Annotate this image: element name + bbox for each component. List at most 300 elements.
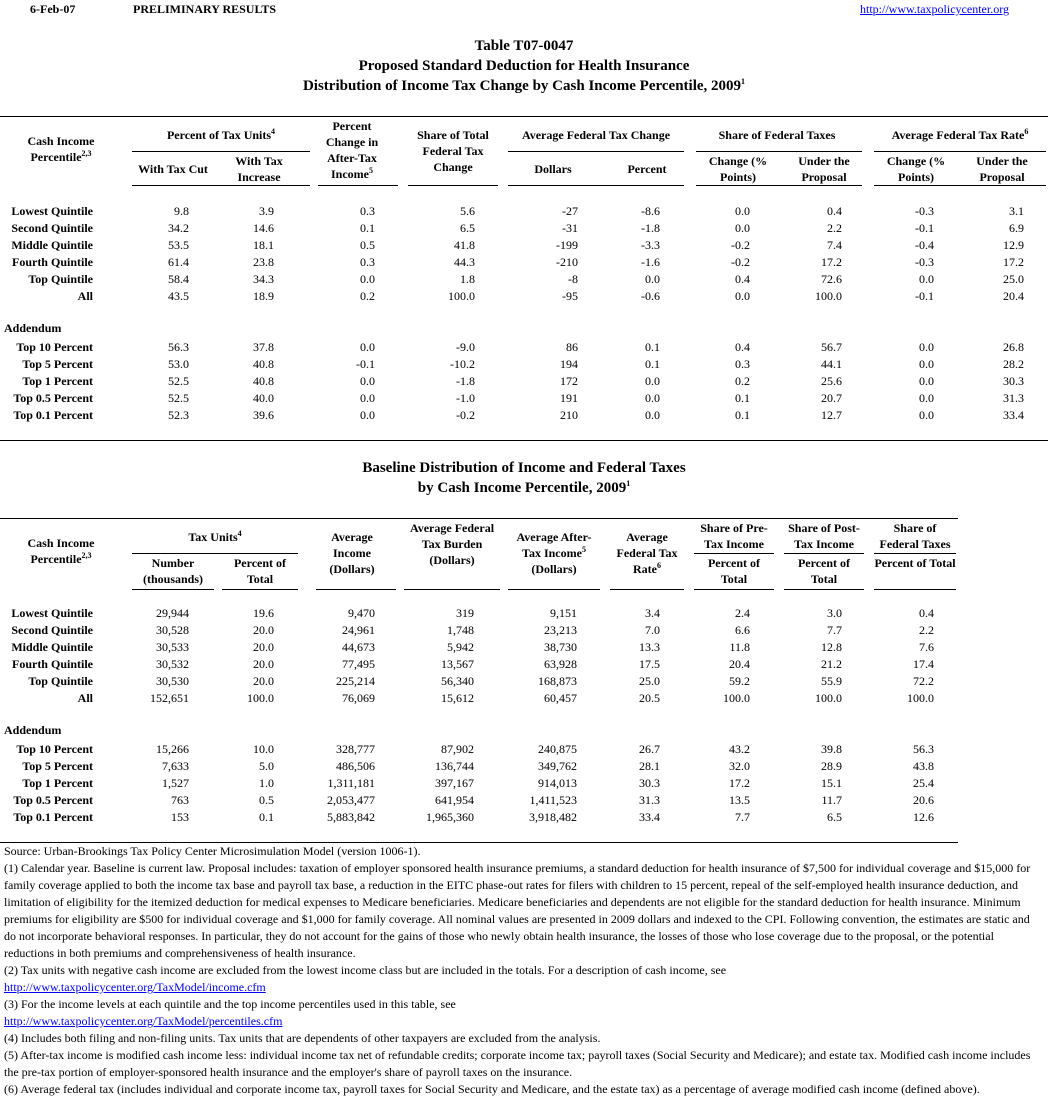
table-cell: 44,673 [342,640,375,654]
table-cell: 40.8 [253,374,274,388]
table-cell: 43.8 [913,759,934,773]
table-cell: 15,266 [156,742,189,756]
table-cell: 0.4 [919,606,934,620]
table-cell: 14.6 [253,221,274,235]
table-cell: -8.6 [641,204,660,218]
table-cell: 7.7 [827,623,842,637]
t1-header-rule [408,185,498,186]
table-cell: 7,633 [162,759,189,773]
table-cell: 0.0 [919,391,934,405]
table-cell: 0.0 [645,391,660,405]
table-cell: 30.3 [639,776,660,790]
table-cell: 25.0 [639,674,660,688]
t1-header-share-total-change: Share of Total Federal Tax Change [417,128,489,174]
table-cell: 763 [171,793,189,807]
table-cell: 32.0 [729,759,750,773]
table-cell: 56,340 [441,674,474,688]
table-cell: 52.3 [168,408,189,422]
table-cell: 53.5 [168,238,189,252]
row-label: Top 5 Percent [22,357,93,371]
t1-header-with-tax-cut: With Tax Cut [138,162,208,176]
table-cell: -0.2 [731,255,750,269]
table2-title: Baseline Distribution of Income and Federal Taxes [362,460,686,476]
row-label: Top 0.5 Percent [13,793,93,807]
table-cell: 7.6 [919,640,934,654]
table-cell: 1.0 [259,776,274,790]
t1-header-rate-under-proposal: Under the Proposal [976,154,1028,184]
table-cell: -27 [562,204,578,218]
table-cell: 0.0 [645,272,660,286]
table-cell: 17.2 [821,255,842,269]
row-label: All [77,289,93,303]
table-cell: 72.2 [913,674,934,688]
table-cell: 41.8 [454,238,475,252]
table-cell: -31 [562,221,578,235]
table-cell: 5,942 [447,640,474,654]
table-cell: 19.6 [253,606,274,620]
t2-header-rule [784,589,864,590]
table-cell: 0.2 [360,289,375,303]
source-note: Source: Urban-Brookings Tax Policy Center Microsimulation Model (version 1006-1). [4,844,421,858]
table-cell: 20.0 [253,657,274,671]
row-label: Fourth Quintile [11,255,93,269]
table-cell: 6.9 [1009,221,1024,235]
table-cell: 100.0 [448,289,475,303]
addendum-label: Addendum [4,321,62,335]
table-cell: 641,954 [435,793,474,807]
table-cell: 0.1 [735,391,750,405]
row-label: Top Quintile [28,674,93,688]
table-cell: -1.0 [456,391,475,405]
table-cell: 0.0 [735,221,750,235]
table-cell: 17.2 [1003,255,1024,269]
table-cell: 21.2 [821,657,842,671]
table1-bottom-rule [0,440,1048,441]
table-cell: 0.5 [259,793,274,807]
table-cell: 38,730 [544,640,577,654]
table-cell: 349,762 [538,759,577,773]
table-cell: 24,961 [342,623,375,637]
table-cell: 210 [560,408,578,422]
t1-header-rule [696,185,862,186]
table-cell: 152,651 [150,691,189,705]
table-cell: 34.3 [253,272,274,286]
percentiles-link[interactable]: http://www.taxpolicycenter.org/TaxModel/percentiles.cfm [4,1014,283,1028]
table-cell: 0.1 [645,357,660,371]
table-cell: 0.0 [919,374,934,388]
table-cell: 12.6 [913,810,934,824]
table-cell: 25.4 [913,776,934,790]
t2-subrule [694,553,774,554]
table-cell: 0.0 [645,408,660,422]
table-cell: 100.0 [247,691,274,705]
table-cell: 3.9 [259,204,274,218]
table-cell: 1,311,181 [327,776,375,790]
table-cell: 0.1 [259,810,274,824]
table-cell: -0.1 [356,357,375,371]
table-cell: 0.0 [645,374,660,388]
table-cell: 191 [560,391,578,405]
footnote-4: (4) Includes both filing and non-filing units. Tax units that are dependents of other taxpayers are excluded from the analysis. [4,1031,601,1045]
table-cell: 0.3 [360,204,375,218]
table-cell: 486,506 [336,759,375,773]
table2-subtitle: by Cash Income Percentile, 2009$^1$ [417,479,631,496]
table-cell: 0.1 [645,340,660,354]
table-cell: 3.1 [1009,204,1024,218]
row-label: Top 10 Percent [16,742,93,756]
table-cell: 52.5 [168,374,189,388]
row-label: Middle Quintile [11,238,93,252]
t2-header-cash-income: Cash Income Percentile$^{2,3}$ [27,536,95,566]
table-cell: 43.2 [729,742,750,756]
row-label: Second Quintile [11,623,93,637]
t2-header-avg-fed-rate: Average Federal Tax Rate$^6$ [616,530,678,576]
table-cell: 240,875 [538,742,577,756]
table-cell: 56.3 [913,742,934,756]
table-cell: -3.3 [641,238,660,252]
table-cell: -9.0 [456,340,475,354]
table1-subtitle: Distribution of Income Tax Change by Cash Income Percentile, 2009$^1$ [302,77,746,94]
row-label: Top 0.1 Percent [13,408,93,422]
row-label: Second Quintile [11,221,93,235]
report-status: PRELIMINARY RESULTS [133,2,277,16]
table-cell: 12.9 [1003,238,1024,252]
t1-header-cash-income: Cash Income Percentile$^{2,3}$ [27,134,95,164]
table-cell: 28.9 [821,759,842,773]
table-cell: 20.4 [1003,289,1024,303]
table-cell: 20.6 [913,793,934,807]
t1-header-avg-fed-tax-rate: Average Federal Tax Rate$^6$ [891,127,1029,142]
table-cell: 2.2 [827,221,842,235]
table-cell: -0.4 [915,238,934,252]
table-cell: -0.1 [915,289,934,303]
addendum-label: Addendum [4,723,62,737]
table-cell: 26.8 [1003,340,1024,354]
table-cell: 43.5 [168,289,189,303]
table-cell: 76,069 [342,691,375,705]
t1-header-pct-tax-units: Percent of Tax Units$^4$ [166,127,276,142]
t2-header-rule [132,589,214,590]
table-cell: 13,567 [441,657,474,671]
table-cell: 136,744 [435,759,474,773]
row-label: Top Quintile [28,272,93,286]
table-cell: 9.8 [174,204,189,218]
table-cell: 63,928 [544,657,577,671]
table-cell: 100.0 [815,691,842,705]
table-cell: -0.3 [915,204,934,218]
table-cell: -0.2 [456,408,475,422]
table-cell: 6.6 [735,623,750,637]
footnote-2: (2) Tax units with negative cash income are excluded from the lowest income class but are included in the totals. For a description of cash income, see [4,963,727,977]
t1-header-dollars: Dollars [534,162,572,176]
t1-header-change-pct-points: Change (% Points) [708,154,768,184]
table-cell: 26.7 [639,742,660,756]
table-cell: 12.7 [821,408,842,422]
table-cell: 15.1 [821,776,842,790]
table-cell: 39.6 [253,408,274,422]
table-cell: 55.9 [821,674,842,688]
table-cell: -1.8 [641,221,660,235]
table-cell: 0.2 [735,374,750,388]
income-link[interactable]: http://www.taxpolicycenter.org/TaxModel/income.cfm [4,980,266,994]
table-cell: 194 [560,357,578,371]
table1-title: Proposed Standard Deduction for Health Insurance [358,58,690,74]
t2-header-tax-units: Tax Units$^4$ [188,529,242,544]
t1-header-avg-fed-tax-change: Average Federal Tax Change [521,128,671,142]
table-cell: 39.8 [821,742,842,756]
footnote-1: (1) Calendar year. Baseline is current law. Proposal includes: taxation of employer sponsored health insurance premiums, a standard deduction for health insurance of $7,500 for individual coverage and $15,000 for family coverage applied to both the income tax base and payroll tax base, a reduction in the EITC phase-out rates for filers with children to 15 percent, repeal of the self-employed health insurance deduction, and limitation of eligibility for the itemized deduction for medical expenses to Medicare beneficiaries. Medicare beneficiaries and dependents are not eligible for the standard deduction for health insurance. Minimum premiums for eligibility are $500 for individual coverage and $1,000 for family coverage. All nominal values are presented in 2009 dollars and indexed to the CPI. Following convention, the estimates are static and do not incorporate behavioral responses. In particular, they do not account for the gains of those who newly obtain health insurance, the losses of those who lose coverage due to the proposal, or the potential reductions in both premiums and comprehensiveness of health insurance. [4,861,1031,960]
row-label: Lowest Quintile [11,204,93,218]
table-cell: 29,944 [156,606,189,620]
table-cell: -1.8 [456,374,475,388]
table-cell: 59.2 [729,674,750,688]
table-cell: -199 [556,238,578,252]
table-cell: 56.7 [821,340,842,354]
table-cell: 23.8 [253,255,274,269]
t2-header-rule [610,589,684,590]
table-cell: 11.8 [729,640,750,654]
table-cell: 0.3 [360,255,375,269]
table-cell: 0.0 [360,374,375,388]
table-cell: 3.4 [645,606,660,620]
t2-header-avg-after-tax: Average After-Tax Income$^5$ (Dollars) [516,530,592,576]
table-cell: 10.0 [253,742,274,756]
t2-subrule [874,553,956,554]
table-cell: 31.3 [639,793,660,807]
row-label: Top 10 Percent [16,340,93,354]
row-label: Top 1 Percent [22,374,93,388]
table-cell: 20.4 [729,657,750,671]
table-cell: 30,532 [156,657,189,671]
table-cell: 319 [456,606,474,620]
t2-header-rule [694,589,774,590]
table-cell: 30,530 [156,674,189,688]
table-cell: 25.0 [1003,272,1024,286]
table-cell: 87,902 [441,742,474,756]
footnote-6: (6) Average federal tax (includes individual and corporate income tax, payroll taxes for Social Security and Medicare, and the estate tax) as a percentage of average modified cash income (defined above). [4,1082,980,1096]
table-cell: -1.6 [641,255,660,269]
t1-header-pct-change-after-tax: Percent Change in After-Tax Income$^5$ [325,119,379,181]
table-cell: 0.1 [735,408,750,422]
table-cell: -0.2 [731,238,750,252]
table-cell: 30.3 [1003,374,1024,388]
row-label: Top 0.5 Percent [13,391,93,405]
row-label: Middle Quintile [11,640,93,654]
t2-subrule [784,553,864,554]
row-label: Top 5 Percent [22,759,93,773]
footnote-3: (3) For the income levels at each quintile and the top income percentiles used in this table, see [4,997,456,1011]
table1-title-id: Table T07-0047 [474,38,574,54]
table-cell: 7.4 [827,238,842,252]
t2-header-pretax-pct: Percent of Total [707,556,761,586]
row-label: Lowest Quintile [11,606,93,620]
t1-header-share-fed-taxes: Share of Federal Taxes [718,128,836,142]
t2-header-avg-income: Average Income (Dollars) [329,530,375,576]
table-cell: 397,167 [435,776,474,790]
table-cell: 23,213 [544,623,577,637]
table-cell: 77,495 [342,657,375,671]
table-cell: 6.5 [827,810,842,824]
table-cell: 5.0 [259,759,274,773]
table-cell: 0.0 [919,340,934,354]
table-cell: 1,527 [162,776,189,790]
table-cell: 30,533 [156,640,189,654]
t2-header-share-fed: Share of Federal Taxes [879,521,951,551]
footnotes [4,843,1040,1098]
table-cell: 172 [560,374,578,388]
table-cell: 56.3 [168,340,189,354]
table-cell: -0.6 [641,289,660,303]
table-cell: 9,470 [348,606,375,620]
t2-header-share-posttax: Share of Post-Tax Income [788,521,860,551]
table1-top-rule [0,116,1048,117]
t1-header-rule [132,185,310,186]
table-cell: 328,777 [336,742,375,756]
t2-header-rule [508,589,600,590]
t1-subrule [508,151,684,152]
table-cell: 5,883,842 [327,810,375,824]
table-cell: 0.1 [360,221,375,235]
t2-header-rule [404,589,500,590]
t1-header-rule [318,185,398,186]
row-label: All [77,691,93,705]
table-cell: 2.4 [735,606,750,620]
t2-header-number: Number (thousands) [142,556,204,586]
table-cell: 0.0 [919,408,934,422]
table-cell: 153 [171,810,189,824]
table-cell: 100.0 [723,691,750,705]
table-cell: 0.4 [827,204,842,218]
table-cell: 20.0 [253,623,274,637]
table-cell: 1,411,523 [529,793,577,807]
t1-header-rule [874,185,1046,186]
table-cell: 18.9 [253,289,274,303]
t2-subrule [132,553,298,554]
table-cell: 72.6 [821,272,842,286]
table-cell: 20.0 [253,674,274,688]
table-cell: 2.2 [919,623,934,637]
table-cell: 0.0 [735,289,750,303]
table-cell: 33.4 [639,810,660,824]
footnote-5: (5) After-tax income is modified cash income less: individual income tax net of refundable credits; corporate income tax; payroll taxes (Social Security and Medicare); and estate tax. Modified cash income includes the pre-tax portion of employer-sponsored health insurance and the employer's share of payroll taxes on the insurance. [4,1048,1031,1079]
table2-top-rule [0,518,958,519]
table-cell: 0.0 [919,357,934,371]
table-cell: 53.0 [168,357,189,371]
table-cell: 12.8 [821,640,842,654]
table-cell: 28.1 [639,759,660,773]
table-cell: -10.2 [450,357,475,371]
row-label: Fourth Quintile [11,657,93,671]
t2-header-pct-total: Percent of Total [233,556,287,586]
table-cell: 3.0 [827,606,842,620]
t1-subrule [696,151,862,152]
table-cell: 7.0 [645,623,660,637]
table-cell: 15,612 [441,691,474,705]
table-cell: 58.4 [168,272,189,286]
table-cell: 0.0 [360,408,375,422]
table-cell: 0.3 [735,357,750,371]
table-cell: 31.3 [1003,391,1024,405]
table-cell: 3,918,482 [529,810,577,824]
table-cell: 40.0 [253,391,274,405]
table-cell: 0.0 [360,272,375,286]
t2-header-rule [874,589,956,590]
table-cell: 86 [566,340,578,354]
t1-subrule [132,151,310,152]
table-cell: 0.4 [735,272,750,286]
table-cell: 0.0 [919,272,934,286]
t2-header-rule [222,589,298,590]
table-cell: 52.5 [168,391,189,405]
table-cell: 13.5 [729,793,750,807]
table-cell: 37.8 [253,340,274,354]
table-cell: 1,748 [447,623,474,637]
t1-header-rate-change-pct-points: Change (% Points) [886,154,946,184]
table-cell: 20.5 [639,691,660,705]
table-cell: 13.3 [639,640,660,654]
table-cell: 61.4 [168,255,189,269]
table-cell: 0.0 [735,204,750,218]
t1-header-rule [508,185,684,186]
table-cell: 0.5 [360,238,375,252]
table-cell: 60,457 [544,691,577,705]
table-cell: 7.7 [735,810,750,824]
t1-header-under-proposal: Under the Proposal [798,154,850,184]
table-cell: 0.0 [360,340,375,354]
table-cell: -0.1 [915,221,934,235]
t1-header-percent: Percent [627,162,667,176]
row-label: Top 1 Percent [22,776,93,790]
table-cell: -0.3 [915,255,934,269]
table-cell: 1.8 [460,272,475,286]
table-cell: 9,151 [550,606,577,620]
table-cell: 0.0 [360,391,375,405]
header-link[interactable]: http://www.taxpolicycenter.org [860,2,1009,16]
table-cell: 17.5 [639,657,660,671]
table-cell: 0.4 [735,340,750,354]
table-cell: 20.7 [821,391,842,405]
table-cell: 6.5 [460,221,475,235]
table-cell: -95 [562,289,578,303]
table-cell: 25.6 [821,374,842,388]
table-cell: 44.1 [821,357,842,371]
table-cell: 44.3 [454,255,475,269]
report-date: 6-Feb-07 [30,2,76,16]
table-cell: 33.4 [1003,408,1024,422]
t1-header-with-tax-increase: With Tax Increase [235,154,283,184]
table-cell: 100.0 [907,691,934,705]
table-cell: -8 [568,272,578,286]
row-label: Top 0.1 Percent [13,810,93,824]
table-cell: 20.0 [253,640,274,654]
table-cell: 5.6 [460,204,475,218]
table-cell: 34.2 [168,221,189,235]
table-cell: 11.7 [821,793,842,807]
t2-header-share-pretax: Share of Pre-Tax Income [700,521,768,551]
table-cell: 914,013 [538,776,577,790]
table-cell: 1,965,360 [426,810,474,824]
table-cell: 225,214 [336,674,375,688]
table-cell: 17.4 [913,657,934,671]
t2-header-avg-fed-burden: Average Federal Tax Burden (Dollars) [409,521,495,567]
t2-header-posttax-pct: Percent of Total [797,556,851,586]
table-cell: 30,528 [156,623,189,637]
t2-header-fed-pct: Percent of Total [874,556,956,570]
table-cell: 40.8 [253,357,274,371]
t1-subrule [874,151,1046,152]
t2-header-rule [316,589,396,590]
table-cell: 2,053,477 [327,793,375,807]
